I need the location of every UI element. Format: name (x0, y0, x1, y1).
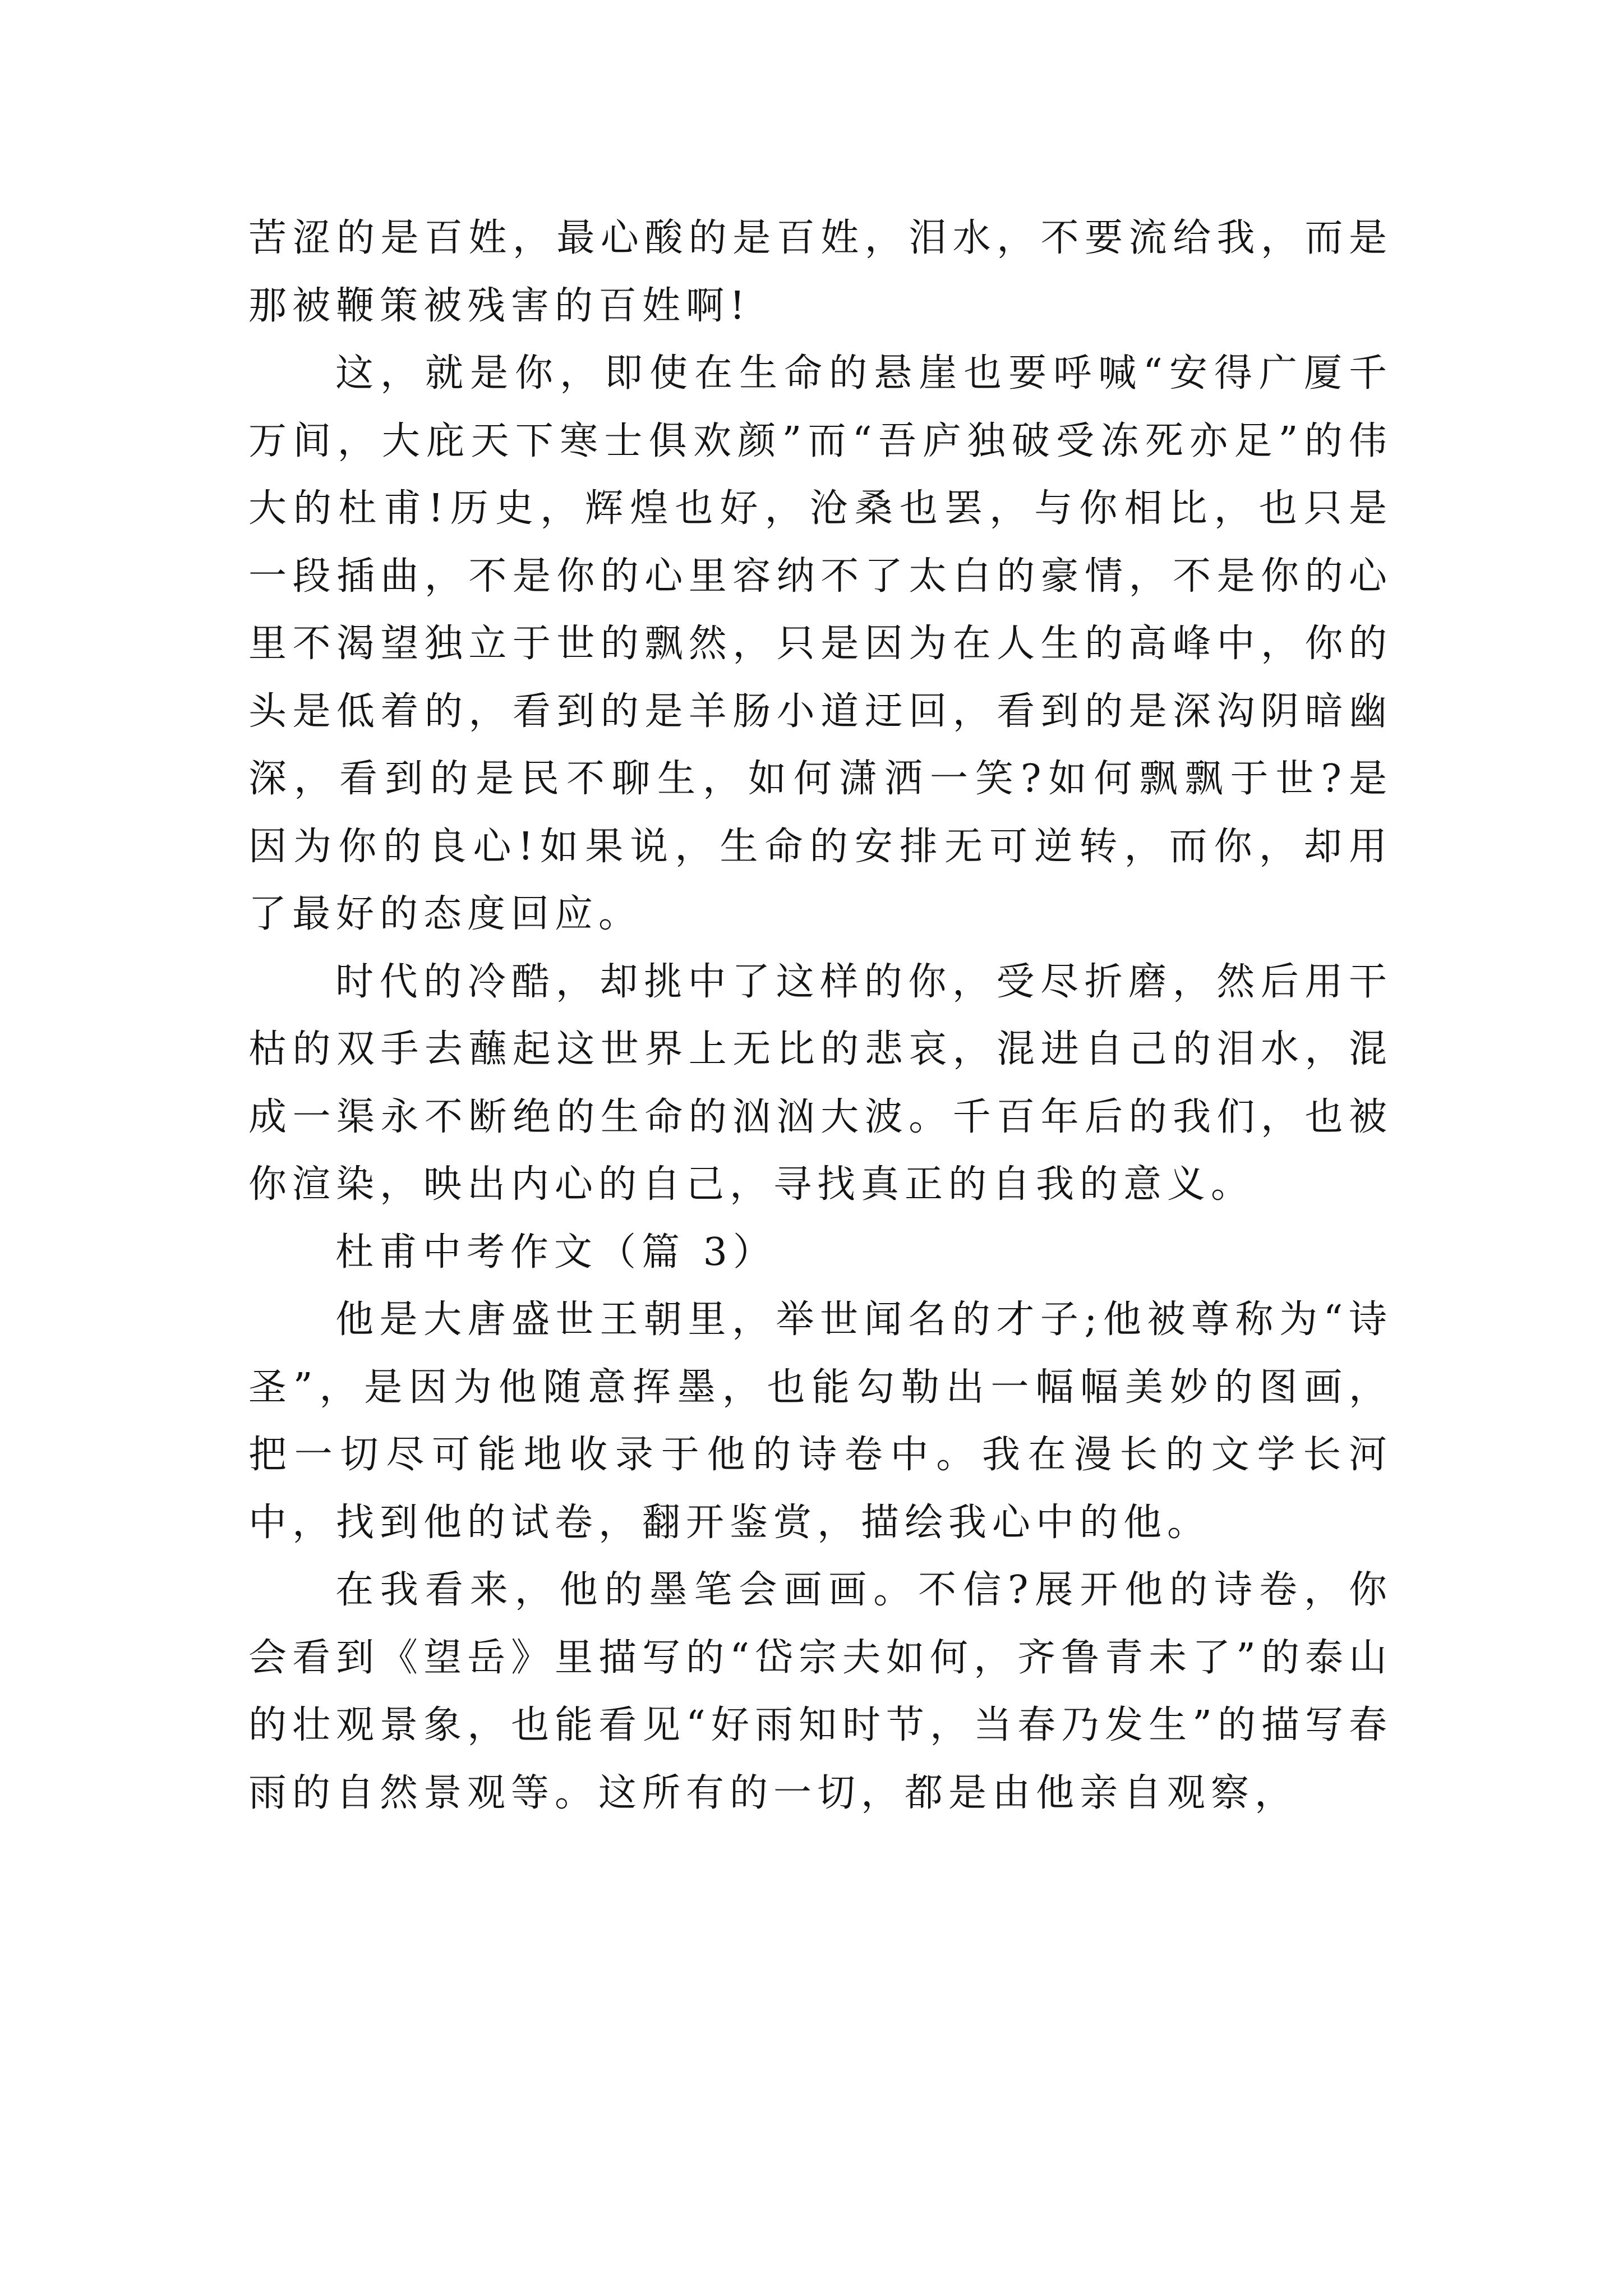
paragraph-2: 这，就是你，即使在生命的悬崖也要呼喊“安得广厦千万间，大庇天下寒士俱欢颜”而“吾庐独破受冻死亦足”的伟大的杜甫!历史，辉煌也好，沧桑也罢，与你相比，也只是一段插曲，不是你的心里容纳不了太白的豪情，不是你的心里不渴望独立于世的飘然，只是因为在人生的高峰中，你的头是低着的，看到的是羊肠小道迂回，看到的是深沟阴暗幽深，看到的是民不聊生，如何潇洒一笑?如何飘飘于世?是因为你的良心!如果说，生命的安排无可逆转，而你，却用了最好的态度回应。 (248, 351, 1393, 936)
paragraph-4: 他是大唐盛世王朝里，举世闻名的才子;他被尊称为“诗圣”，是因为他随意挥墨，也能勾勒出一幅幅美妙的图画，把一切尽可能地收录于他的诗卷中。我在漫长的文学长河中，找到他的试卷，翻开鉴赏，描绘我心中的他。 (248, 1297, 1393, 1545)
paragraph-1: 苦涩的是百姓，最心酸的是百姓，泪水，不要流给我，而是那被鞭策被残害的百姓啊! (248, 216, 1393, 328)
section-heading: 杜甫中考作文（篇 3） (335, 1230, 777, 1274)
paragraph-5: 在我看来，他的墨笔会画画。不信?展开他的诗卷，你会看到《望岳》里描写的“岱宗夫如何，齐鲁青未了”的泰山的壮观景象，也能看见“好雨知时节，当春乃发生”的描写春雨的自然景观等。这所有的一切，都是由他亲自观察， (248, 1568, 1393, 1815)
paragraph-3: 时代的冷酷，却挑中了这样的你，受尽折磨，然后用干枯的双手去蘸起这世界上无比的悲哀，混进自己的泪水，混成一渠永不断绝的生命的汹汹大波。千百年后的我们，也被你渲染，映出内心的自己，寻找真正的自我的意义。 (248, 959, 1393, 1207)
document-body (248, 205, 1393, 1827)
